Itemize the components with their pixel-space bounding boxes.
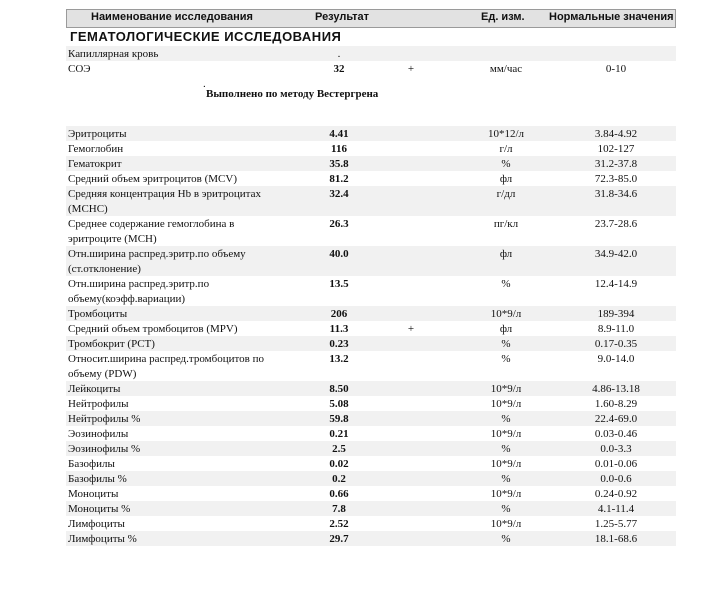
row-name: Средняя концентрация Hb в эритроцитах (MCHC) (68, 188, 261, 215)
row-result: 26.3 (329, 218, 349, 230)
row-name: Лейкоциты (68, 383, 121, 395)
row-name: Среднее содержание гемоглобина в эритроците (MCH) (68, 218, 235, 245)
row-name: Эозинофилы % (68, 443, 141, 455)
row-name: Нейтрофилы (68, 398, 129, 410)
table-row (66, 321, 676, 336)
row-norm: 31.2-37.8 (594, 158, 638, 170)
row-name: Средний объем эритроцитов (MCV) (68, 173, 238, 185)
row-result: 0.02 (329, 458, 349, 470)
header-norm: Нормальные значения (549, 11, 674, 23)
table-row (66, 471, 676, 486)
row-unit: мм/час (489, 63, 523, 75)
row-name: Нейтрофилы % (68, 413, 141, 425)
header-unit: Ед. изм. (481, 11, 525, 23)
row-norm: 3.84-4.92 (594, 128, 638, 140)
row-norm: 12.4-14.9 (594, 278, 638, 290)
table-row (66, 171, 676, 186)
table-row (66, 61, 676, 82)
row-name: Моноциты % (68, 503, 131, 515)
row-unit: % (501, 503, 511, 515)
row-name: Эритроциты (68, 128, 127, 140)
row-result: 0.21 (329, 428, 349, 440)
row-name: СОЭ (68, 63, 91, 75)
row-norm: 8.9-11.0 (597, 323, 635, 335)
table-row (66, 486, 676, 501)
row-name: Гемоглобин (68, 143, 124, 155)
row-norm: 22.4-69.0 (594, 413, 638, 425)
row-unit: % (501, 338, 511, 350)
row-result: 32 (333, 63, 345, 75)
row-result: 5.08 (329, 398, 349, 410)
row-name: Относит.ширина распред.тромбоцитов по объему (PDW) (68, 353, 264, 380)
table-row (66, 186, 676, 216)
table-row (66, 246, 676, 276)
row-result: 7.8 (332, 503, 346, 515)
table-row (66, 126, 676, 141)
table-row (66, 426, 676, 441)
row-result: 8.50 (329, 383, 349, 395)
row-norm: 4.86-13.18 (592, 383, 640, 395)
row-norm: 0.01-0.06 (594, 458, 638, 470)
table-row (66, 456, 676, 471)
row-result: 13.5 (329, 278, 349, 290)
row-unit: % (501, 533, 511, 545)
table-header (66, 9, 676, 28)
row-norm: 31.8-34.6 (594, 188, 638, 200)
row-result: 116 (331, 143, 347, 155)
row-name: Базофилы % (68, 473, 127, 485)
row-norm: 72.3-85.0 (594, 173, 638, 185)
row-unit: г/л (499, 143, 513, 155)
row-norm: 0.03-0.46 (594, 428, 638, 440)
row-result: 59.8 (329, 413, 349, 425)
table-row (66, 156, 676, 171)
table-row (66, 441, 676, 456)
row-name: Лимфоциты (68, 518, 125, 530)
table-row (66, 141, 676, 156)
lab-report (66, 9, 676, 546)
table-row (66, 516, 676, 531)
table-row (66, 336, 676, 351)
row-unit: г/дл (496, 188, 516, 200)
row-result: 13.2 (329, 353, 349, 365)
table-row (66, 351, 676, 381)
row-norm: 0.0-0.6 (600, 473, 632, 485)
row-norm: 9.0-14.0 (597, 353, 635, 365)
capillary-label: Капиллярная кровь (68, 48, 159, 60)
row-norm: 189-394 (597, 308, 635, 320)
row-name: Лимфоциты % (68, 533, 137, 545)
row-unit: фл (499, 173, 513, 185)
row-norm: 18.1-68.6 (594, 533, 638, 545)
row-norm: 0.17-0.35 (594, 338, 638, 350)
row-result: 0.23 (329, 338, 349, 350)
section-title: ГЕМАТОЛОГИЧЕСКИЕ ИССЛЕДОВАНИЯ (70, 29, 342, 44)
row-name: Эозинофилы (68, 428, 129, 440)
row-result: 29.7 (329, 533, 349, 545)
row-result: 4.41 (329, 128, 349, 140)
row-result: 2.5 (332, 443, 346, 455)
row-result: 32.4 (329, 188, 349, 200)
table-row (66, 411, 676, 426)
method-note-block (66, 78, 676, 126)
row-unit: 10*9/л (490, 458, 522, 470)
row-unit: 10*9/л (490, 308, 522, 320)
row-unit: 10*9/л (490, 398, 522, 410)
row-unit: пг/кл (493, 218, 519, 230)
table-row (66, 276, 676, 306)
row-norm: 23.7-28.6 (594, 218, 638, 230)
table-row (66, 306, 676, 321)
row-unit: 10*9/л (490, 488, 522, 500)
row-norm: 1.25-5.77 (594, 518, 638, 530)
row-norm: 4.1-11.4 (597, 503, 635, 515)
row-result: 2.52 (329, 518, 349, 530)
row-norm: 102-127 (597, 143, 635, 155)
row-unit: фл (499, 323, 513, 335)
table-row (66, 396, 676, 411)
row-unit: % (501, 353, 511, 365)
row-result: 11.3 (329, 323, 349, 335)
row-norm: 34.9-42.0 (594, 248, 638, 260)
row-result: 0.66 (329, 488, 349, 500)
table-row (66, 381, 676, 396)
row-norm: 0.0-3.3 (600, 443, 632, 455)
row-result: 0.2 (332, 473, 346, 485)
row-unit: % (501, 473, 511, 485)
row-unit: фл (499, 248, 513, 260)
capillary-row (66, 46, 676, 61)
row-name: Моноциты (68, 488, 119, 500)
row-norm: 1.60-8.29 (594, 398, 638, 410)
row-result: 206 (330, 308, 348, 320)
row-result: 35.8 (329, 158, 349, 170)
table-row (66, 531, 676, 546)
row-name: Тромбоциты (68, 308, 128, 320)
row-unit: 10*9/л (490, 518, 522, 530)
row-name: Гематокрит (68, 158, 122, 170)
row-name: Отн.ширина распред.эритр.по объему(коэфф.вариации) (68, 278, 210, 305)
row-unit: 10*9/л (490, 383, 522, 395)
method-note: Выполнено по методу Вестергрена (206, 88, 379, 100)
row-name: Базофилы (68, 458, 115, 470)
row-flag: + (407, 323, 415, 335)
results-table (66, 61, 676, 546)
row-unit: % (501, 443, 511, 455)
row-norm: 0-10 (605, 63, 627, 75)
row-flag: + (407, 63, 415, 75)
method-dot: . (203, 78, 206, 90)
row-name: Средний объем тромбоцитов (MPV) (68, 323, 238, 335)
row-unit: 10*12/л (487, 128, 525, 140)
header-result: Результат (315, 11, 370, 23)
row-unit: % (501, 158, 511, 170)
row-name: Тромбокрит (PCT) (68, 338, 155, 350)
row-unit: % (501, 278, 511, 290)
row-result: 81.2 (329, 173, 349, 185)
row-unit: % (501, 413, 511, 425)
header-name: Наименование исследования (91, 11, 253, 23)
table-row (66, 501, 676, 516)
row-name: Отн.ширина распред.эритр.по объему (ст.отклонение) (68, 248, 246, 275)
row-norm: 0.24-0.92 (594, 488, 638, 500)
row-result: 40.0 (329, 248, 349, 260)
row-unit: 10*9/л (490, 428, 522, 440)
table-row (66, 216, 676, 246)
capillary-value: . (337, 48, 341, 60)
